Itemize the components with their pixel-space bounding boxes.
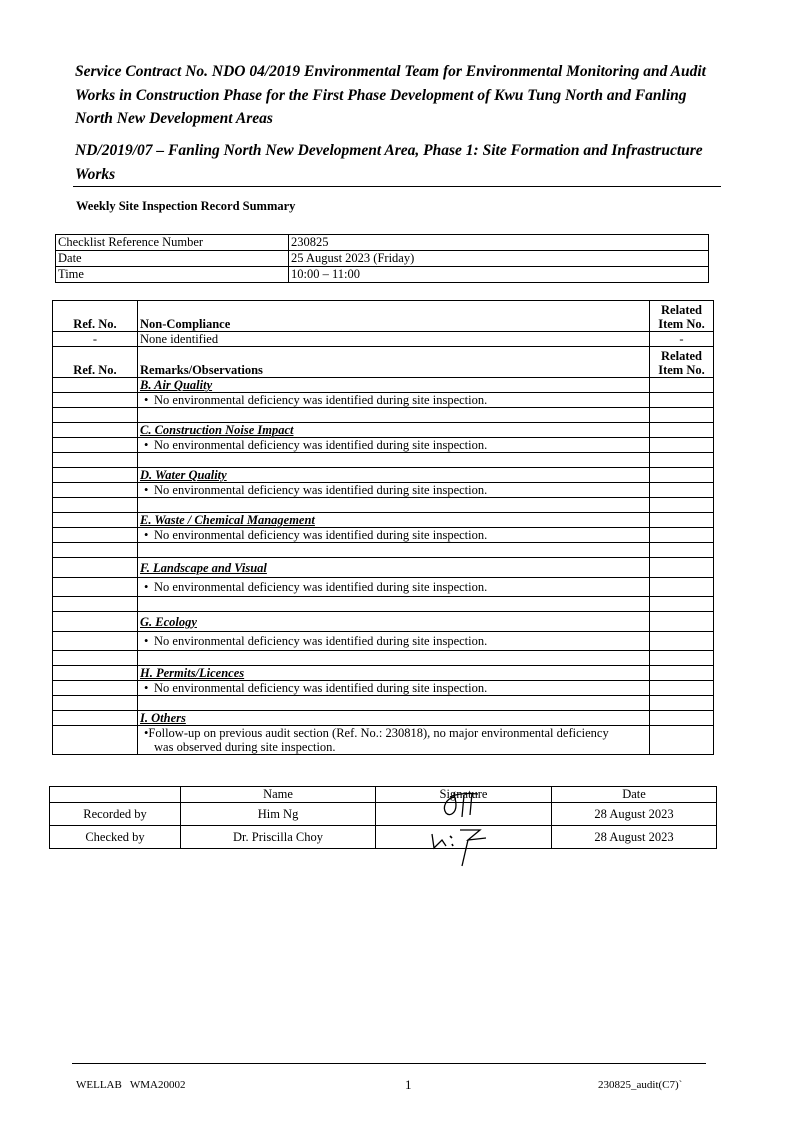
recorded-label: Recorded by [50,803,181,826]
bullet-icon: • [144,634,149,648]
spacer-row [53,498,714,513]
section-item-text: No environmental deficiency was identified during site inspection. [154,528,488,542]
section-title-row [53,558,714,578]
signature-him-ng [376,789,547,823]
section-item-text: No environmental deficiency was identified during site inspection. [154,393,488,407]
document-title: Service Contract No. NDO 04/2019 Environmental Team for Environmental Monitoring and Audit Works in Construction Phase for the First Phase Development of Kwu Tung North and Fanling North New Development Areas [75,63,706,127]
bullet-icon: • [144,726,149,740]
section-title: B. Air Quality [138,378,650,393]
page-number: 1 [405,1077,412,1092]
section-title: I. Others [138,711,650,726]
signature-priscilla-choy [376,826,547,870]
spacer-row [53,453,714,468]
document-subtitle: ND/2019/07 – Fanling North New Development Area, Phase 1: Site Formation and Infrastructure Works [75,142,703,183]
recorded-signature [376,803,552,826]
section-title-row [53,711,714,726]
section-title-row [53,513,714,528]
info-row-date [56,251,709,267]
checklist-info-table [55,234,709,283]
info-row-time [56,267,709,283]
remarks-related-header: Related Item No. [650,347,714,378]
spacer-row [53,597,714,612]
signature-header: Signature [376,787,552,803]
date-value: 25 August 2023 (Friday) [289,251,709,267]
nc-text: None identified [138,332,650,347]
bullet-icon: • [144,438,149,452]
section-title: F. Landscape and Visual [138,558,650,578]
footer-left [76,1079,185,1091]
footer-left-text: WELLAB WMA20002 [76,1079,186,1091]
checked-row [50,826,717,849]
section-item-text: No environmental deficiency was identified during site inspection. [154,580,488,594]
section-item-row [53,578,714,597]
section-title-row [53,378,714,393]
footer-divider [72,1063,706,1064]
section-item-text: Follow-up on previous audit section (Ref. No.: 230818), no major environmental deficiency [148,726,609,740]
checked-signature [376,826,552,849]
time-label: Time [56,267,289,283]
name-header: Name [181,787,376,803]
footer-right: 230825_audit(C7)` [598,1079,683,1091]
section-item-text: No environmental deficiency was identified during site inspection. [154,634,488,648]
time-value: 10:00 – 11:00 [289,267,709,283]
nc-related: - [650,332,714,347]
section-item-text: No environmental deficiency was identified during site inspection. [154,681,488,695]
inspection-table [52,300,714,755]
section-item-row [53,528,714,543]
nc-related-header: Related Item No. [650,301,714,332]
recorded-row [50,803,717,826]
section-title-row [53,666,714,681]
recorded-date: 28 August 2023 [552,803,717,826]
section-item-row [53,393,714,408]
spacer-row [53,408,714,423]
section-item-row [53,438,714,453]
nc-ref: - [53,332,138,347]
remarks-ref-header: Ref. No. [53,347,138,378]
ref-label: Checklist Reference Number [56,235,289,251]
signoff-table [49,786,717,849]
section-item-row [53,483,714,498]
spacer-row [53,696,714,711]
nc-ref-header: Ref. No. [53,301,138,332]
section-title-row [53,468,714,483]
section-title-row [53,612,714,632]
spacer-row [53,543,714,558]
checked-date: 28 August 2023 [552,826,717,849]
noncompliance-row [53,332,714,347]
nc-title-header: Non-Compliance [138,301,650,332]
ref-value: 230825 [289,235,709,251]
bullet-icon: • [144,528,149,542]
bullet-icon: • [144,393,149,407]
section-title: G. Ecology [138,612,650,632]
header-divider [73,186,721,187]
section-title: D. Water Quality [138,468,650,483]
section-title: C. Construction Noise Impact [138,423,650,438]
section-item-text-continued: was observed during site inspection. [154,740,336,754]
date-label: Date [56,251,289,267]
section-item-row [53,681,714,696]
section-item-row [53,632,714,651]
section-item-row [53,726,714,755]
remarks-header-row [53,347,714,378]
checked-name: Dr. Priscilla Choy [181,826,376,849]
checked-label: Checked by [50,826,181,849]
date-header: Date [552,787,717,803]
recorded-name: Him Ng [181,803,376,826]
section-title-row [53,423,714,438]
spacer-row [53,651,714,666]
bullet-icon: • [144,483,149,497]
bullet-icon: • [144,681,149,695]
noncompliance-header-row [53,301,714,332]
section-title: H. Permits/Licences [138,666,650,681]
section-item-text: No environmental deficiency was identified during site inspection. [154,438,488,452]
section-title: E. Waste / Chemical Management [138,513,650,528]
remarks-title-header: Remarks/Observations [138,347,650,378]
bullet-icon: • [144,580,149,594]
section-item-text: No environmental deficiency was identified during site inspection. [154,483,488,497]
summary-heading: Weekly Site Inspection Record Summary [76,199,296,213]
info-row-ref [56,235,709,251]
